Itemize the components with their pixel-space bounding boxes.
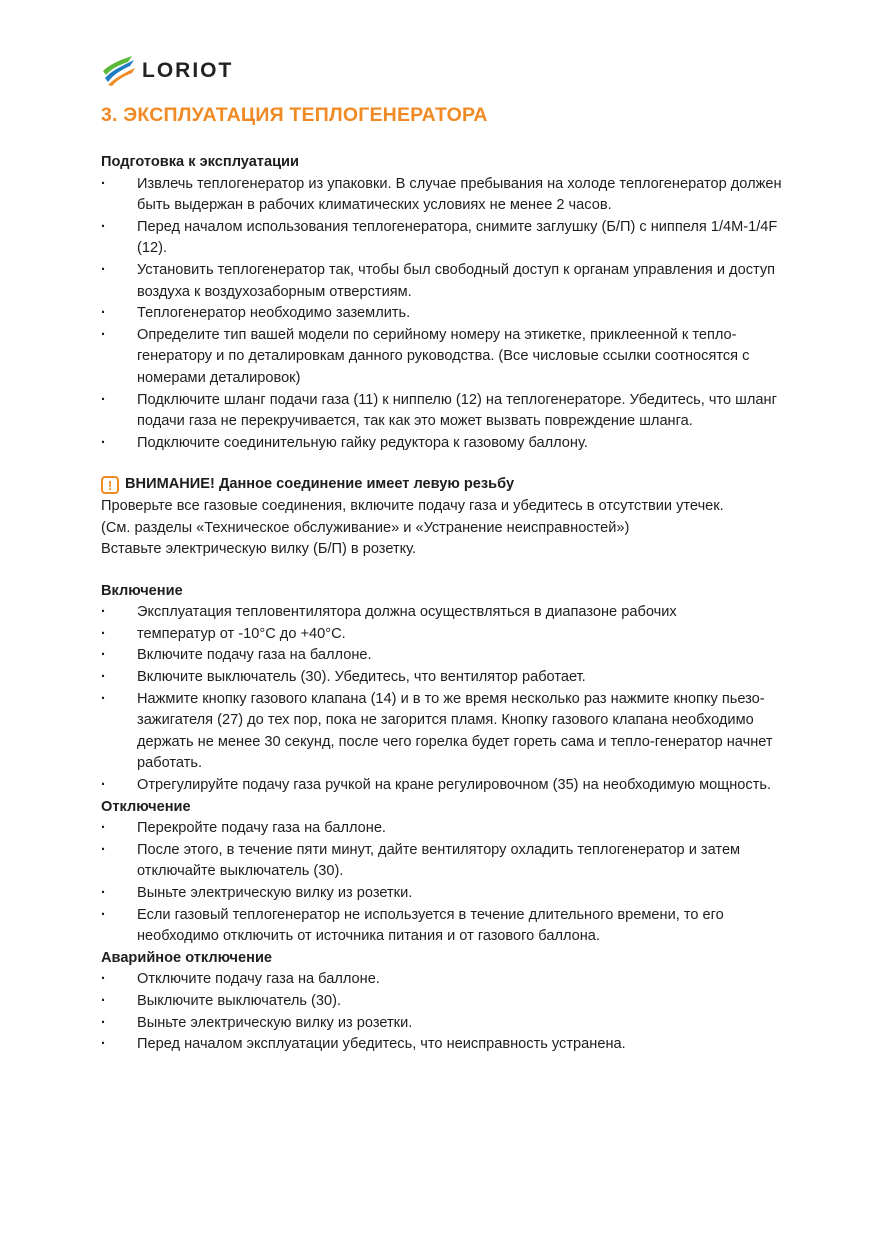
prep-list bbox=[101, 174, 801, 455]
list-item: · Выньте электрическую вилку из розетки. bbox=[101, 883, 801, 905]
list-item: · Перед началом использования теплогенератора, снимите заглушку (Б/П) с ниппеля 1/4M-1/4F (12). bbox=[101, 217, 801, 260]
emergency-list bbox=[101, 969, 801, 1055]
emergency-heading: Аварийное отключение bbox=[101, 949, 273, 966]
list-item: · Определите тип вашей модели по серийному номеру на этикетке, приклеенной к тепло-генератору и по деталировкам данного руководства. (Все числовые ссылки соотносятся с номерами деталировок) bbox=[101, 325, 801, 390]
list-item: · Установить теплогенератор так, чтобы был свободный доступ к органам управления и доступ воздуха к воздухозаборным отверстиям. bbox=[101, 260, 801, 303]
list-item: · Отключите подачу газа на баллоне. bbox=[101, 969, 801, 991]
loriot-logo-icon bbox=[102, 56, 136, 86]
off-heading: Отключение bbox=[101, 798, 191, 815]
warning-heading: ВНИМАНИЕ! Данное соединение имеет левую резьбу bbox=[125, 476, 515, 493]
on-heading: Включение bbox=[101, 582, 183, 599]
brand-logo bbox=[102, 56, 233, 86]
on-list bbox=[101, 602, 801, 796]
list-item: · Подключите шланг подачи газа (11) к ниппелю (12) на теплогенераторе. Убедитесь, что шланг подачи газа не перекручивается, так как это может вызвать повреждение шланга. bbox=[101, 390, 801, 433]
off-list bbox=[101, 818, 801, 948]
list-item: · Отрегулируйте подачу газа ручкой на кране регулировочном (35) на необходимую мощность. bbox=[101, 775, 801, 797]
list-item: · Подключите соединительную гайку редуктора к газовому баллону. bbox=[101, 433, 801, 455]
list-item: · Извлечь теплогенератор из упаковки. В случае пребывания на холоде теплогенератор должен быть выдержан в рабочих климатических условиях не менее 2 часов. bbox=[101, 174, 801, 217]
warning-line: Вставьте электрическую вилку (Б/П) в розетку. bbox=[101, 541, 417, 558]
list-item: · Выключите выключатель (30). bbox=[101, 991, 801, 1013]
prep-heading: Подготовка к эксплуатации bbox=[101, 154, 299, 170]
list-item: · Выньте электрическую вилку из розетки. bbox=[101, 1013, 801, 1035]
list-item: · После этого, в течение пяти минут, дайте вентилятору охладить теплогенератор и затем отключайте выключатель (30). bbox=[101, 840, 801, 883]
list-item: · температур от -10°С до +40°С. bbox=[101, 624, 801, 646]
list-item: · Если газовый теплогенератор не используется в течение длительного времени, то его необходимо отключить от источника питания и от газового баллона. bbox=[101, 905, 801, 948]
page-title: 3. ЭКСПЛУАТАЦИЯ ТЕПЛОГЕНЕРАТОРА bbox=[101, 104, 488, 126]
list-item: · Эксплуатация тепловентилятора должна осуществляться в диапазоне рабочих bbox=[101, 602, 801, 624]
list-item: · Перед началом эксплуатации убедитесь, что неисправность устранена. bbox=[101, 1034, 801, 1056]
warning-heading-row bbox=[101, 474, 801, 496]
list-item: · Теплогенератор необходимо заземлить. bbox=[101, 303, 801, 325]
warning-line: (См. разделы «Техническое обслуживание» и «Устранение неисправностей») bbox=[101, 519, 630, 536]
list-item: · Включите выключатель (30). Убедитесь, что вентилятор работает. bbox=[101, 667, 801, 689]
list-item: · Нажмите кнопку газового клапана (14) и в то же время несколько раз нажмите кнопку пьезо-зажигателя (27) до тех пор, пока не загорится пламя. Кнопку газового клапана необходимо держать не менее 30 секунд, после чего горелка будет гореть сама и тепло-генератор начнет работать. bbox=[101, 689, 801, 775]
list-item: · Включите подачу газа на баллоне. bbox=[101, 645, 801, 667]
warning-icon: ! bbox=[101, 476, 119, 494]
document-body bbox=[101, 152, 801, 1056]
brand-name: LORIOT bbox=[142, 59, 234, 82]
list-item: · Перекройте подачу газа на баллоне. bbox=[101, 818, 801, 840]
warning-line: Проверьте все газовые соединения, включите подачу газа и убедитесь в отсутствии утечек. bbox=[101, 497, 724, 514]
